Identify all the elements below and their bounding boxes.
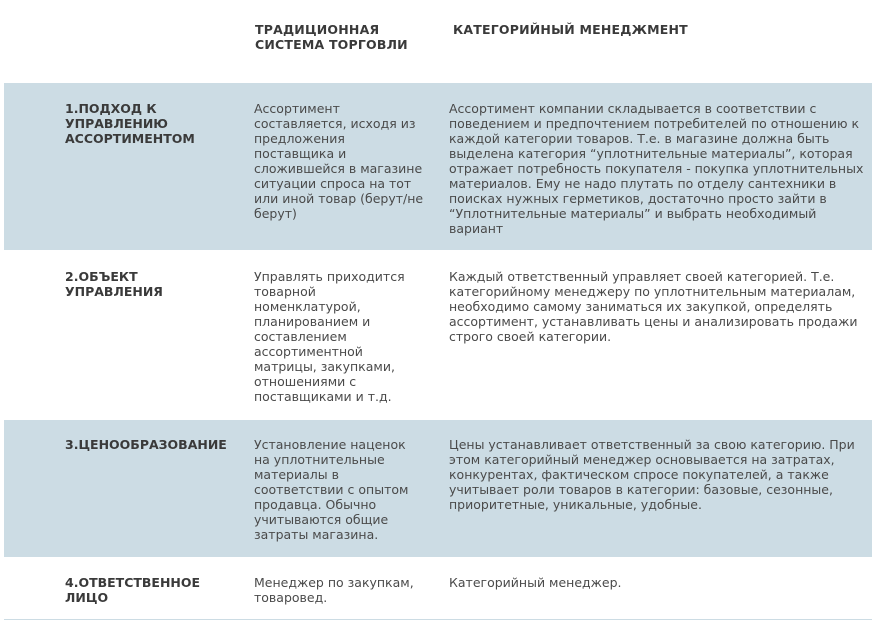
row-label: 3.ЦЕНООБРАЗОВАНИЕ xyxy=(65,437,227,452)
table-row xyxy=(4,250,872,420)
row-label: 2.ОБЪЕКТ УПРАВЛЕНИЯ xyxy=(65,269,163,299)
table-bottom-divider xyxy=(4,619,872,620)
table-row xyxy=(4,557,872,619)
header-category-management: КАТЕГОРИЙНЫЙ МЕНЕДЖМЕНТ xyxy=(453,22,688,37)
row-traditional-cell: Установление наценок на уплотнительные материалы в соответствии с опытом продавца. Обычно учитываются общие затраты магазина. xyxy=(254,437,409,542)
table-row xyxy=(4,83,872,250)
table-row xyxy=(4,420,872,557)
row-traditional-cell: Менеджер по закупкам, товаровед. xyxy=(254,575,414,605)
row-category-cell: Каждый ответственный управляет своей категорией. Т.е. категорийному менеджеру по уплотнительным материалам, необходимо самому заниматься их закупкой, определять ассортимент, устанавливать цены и анализировать продажи строго своей категории. xyxy=(449,269,858,344)
row-category-cell: Категорийный менеджер. xyxy=(449,575,622,590)
row-label: 4.ОТВЕТСТВЕННОЕ ЛИЦО xyxy=(65,575,201,605)
header-traditional-system: ТРАДИЦИОННАЯ СИСТЕМА ТОРГОВЛИ xyxy=(255,22,408,52)
table-header xyxy=(0,0,874,83)
row-category-cell: Цены устанавливает ответственный за свою категорию. При этом категорийный менеджер основывается на затратах, конкурентах, фактическом спросе покупателей, а также учитывает роли товаров в категории: базовые, сезонные, приоритетные, уникальные, удобные. xyxy=(449,437,855,512)
row-traditional-cell: Управлять приходится товарной номенклатурой, планированием и составлением ассортиментной матрицы, закупками, отношениями с поставщиками и т.д. xyxy=(254,269,405,404)
row-category-cell: Ассортимент компании складывается в соответствии с поведением и предпочтением потребителей по отношению к каждой категории товаров. Т.е. в магазине должна быть выделена категория “уплотнительные материалы”, которая отражает потребность покупателя - покупка уплотнительных материалов. Ему не надо плутать по отделу сантехники в поисках нужных герметиков, достаточно просто зайти в “Уплотнительные материалы” и выбрать необходимый вариант xyxy=(449,101,864,236)
row-traditional-cell: Ассортимент составляется, исходя из предложения поставщика и сложившейся в магазине ситуации спроса на тот или иной товар (берут/не берут) xyxy=(254,101,424,221)
row-label: 1.ПОДХОД К УПРАВЛЕНИЮ АССОРТИМЕНТОМ xyxy=(65,101,195,146)
